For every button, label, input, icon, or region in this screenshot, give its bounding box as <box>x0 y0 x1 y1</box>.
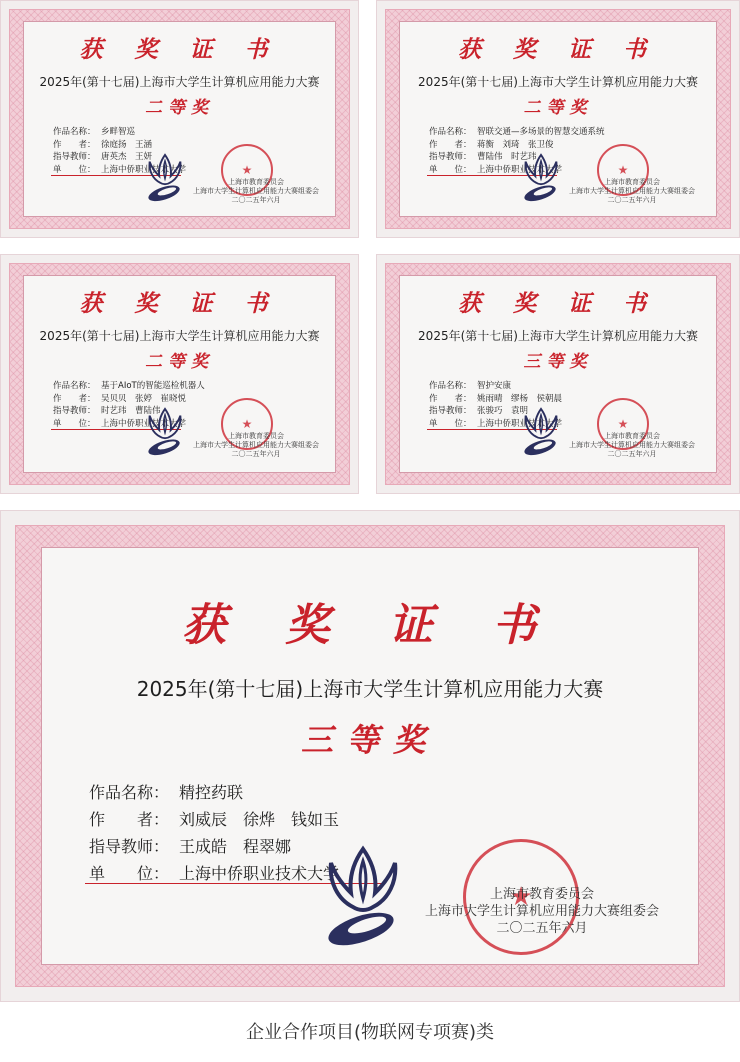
category-caption: 企业合作项目(物联网专项赛)类 <box>245 1022 495 1043</box>
competition-name: 2025年(第十七届)上海市大学生计算机应用能力大赛 <box>418 75 698 89</box>
field-work-name: 作品名称： 精控药联 <box>89 783 244 802</box>
field-advisors: 指导教师： 曹陆伟 时艺玮 <box>429 152 537 162</box>
certificate-1 <box>0 0 359 238</box>
certificate-title: 获 奖 证 书 <box>79 290 280 317</box>
issuer-block: 上海市教育委员会 上海市大学生计算机应用能力大赛组委会 二〇二五年六月 <box>424 887 659 936</box>
certificate-title: 获 奖 证 书 <box>79 36 280 63</box>
competition-name: 2025年(第十七届)上海市大学生计算机应用能力大赛 <box>136 677 604 701</box>
prize-level: 二等奖 <box>145 98 214 118</box>
certificate-2 <box>376 0 740 238</box>
competition-name: 2025年(第十七届)上海市大学生计算机应用能力大赛 <box>418 329 698 343</box>
certificate-title: 获 奖 证 书 <box>457 36 659 63</box>
issuer-block: 上海市教育委员会 上海市大学生计算机应用能力大赛组委会 二〇二五年六月 <box>569 178 695 204</box>
issuer-block: 上海市教育委员会 上海市大学生计算机应用能力大赛组委会 二〇二五年六月 <box>569 432 695 458</box>
certificate-5 <box>0 510 740 1002</box>
certificate-4 <box>376 254 740 494</box>
field-authors: 作 者： 刘威辰 徐烨 钱如玉 <box>89 810 340 829</box>
field-authors: 作 者： 吴贝贝 张婷 崔晓悦 <box>53 393 187 404</box>
award-details <box>89 779 339 887</box>
field-organization: 单 位： 上海中侨职业技术大学 <box>53 418 187 429</box>
prize-level: 二等奖 <box>145 352 214 372</box>
prize-level: 二等奖 <box>523 98 593 118</box>
field-work-name: 作品名称： 乡畔智巡 <box>53 127 136 137</box>
field-organization: 单 位： 上海中侨职业技术大学 <box>429 164 563 175</box>
issuer-block: 上海市教育委员会 上海市大学生计算机应用能力大赛组委会 二〇二五年六月 <box>193 432 319 458</box>
issuer-block: 上海市教育委员会 上海市大学生计算机应用能力大赛组委会 二〇二五年六月 <box>193 178 319 204</box>
field-advisors: 指导教师： 时艺玮 曹陆伟 <box>53 406 161 416</box>
field-work-name: 作品名称： 智护安康 <box>429 381 512 391</box>
field-authors: 作 者： 蒋衡 刘琦 张卫俊 <box>429 139 554 150</box>
competition-name: 2025年(第十七届)上海市大学生计算机应用能力大赛 <box>39 329 320 343</box>
field-advisors: 指导教师： 王成皓 程翠娜 <box>89 837 292 856</box>
competition-name: 2025年(第十七届)上海市大学生计算机应用能力大赛 <box>39 75 320 89</box>
field-work-name: 作品名称： 智联交通—多场景的智慧交通系统 <box>429 127 605 137</box>
certificate-title: 获 奖 证 书 <box>182 600 558 651</box>
certificate-3 <box>0 254 359 494</box>
certificate-title: 获 奖 证 书 <box>457 290 659 317</box>
field-organization: 单 位： 上海中侨职业技术大学 <box>89 864 340 883</box>
prize-level: 三等奖 <box>300 721 439 759</box>
field-advisors: 指导教师： 唐英杰 王妍 <box>53 152 153 162</box>
field-organization: 单 位： 上海中侨职业技术大学 <box>53 164 187 175</box>
field-authors: 作 者： 姚雨晴 缪杨 侯朝晨 <box>429 393 563 404</box>
field-advisors: 指导教师： 张骏巧 袁明 <box>429 406 529 416</box>
field-organization: 单 位： 上海中侨职业技术大学 <box>429 418 563 429</box>
field-work-name: 作品名称： 基于AIoT的智能巡检机器人 <box>53 381 205 391</box>
field-authors: 作 者： 徐庭扬 王涵 <box>53 139 153 150</box>
prize-level: 三等奖 <box>523 352 593 372</box>
